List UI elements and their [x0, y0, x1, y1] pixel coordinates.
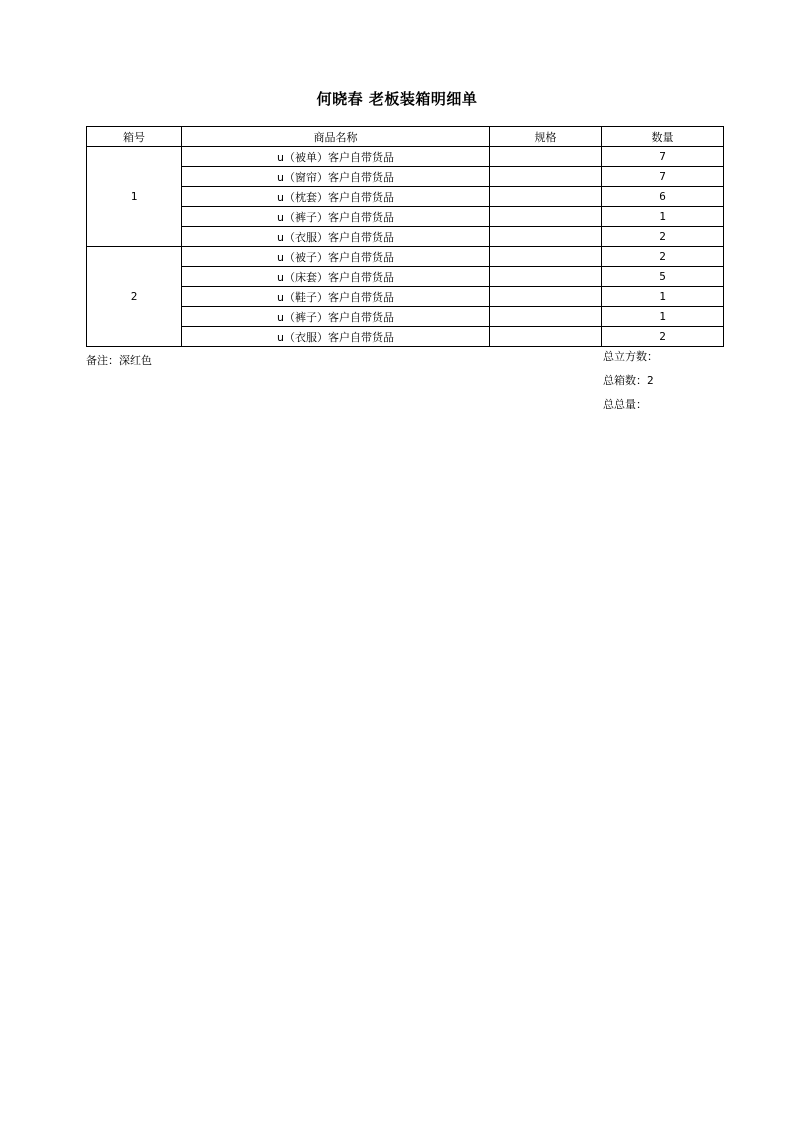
table-header-row	[87, 127, 724, 147]
table-row	[87, 227, 724, 247]
table-row	[87, 327, 724, 347]
product-quantity: 2	[602, 247, 724, 267]
product-name: u（鞋子）客户自带货品	[182, 287, 490, 307]
product-spec	[490, 227, 602, 247]
product-spec	[490, 327, 602, 347]
product-spec	[490, 187, 602, 207]
box-number: 2	[87, 247, 182, 347]
header-box-no: 箱号	[87, 127, 182, 147]
product-name: u（枕套）客户自带货品	[182, 187, 490, 207]
product-name: u（床套）客户自带货品	[182, 267, 490, 287]
product-quantity: 1	[602, 287, 724, 307]
table-row	[87, 267, 724, 287]
product-spec	[490, 207, 602, 227]
total-boxes	[603, 373, 658, 397]
box-number: 1	[87, 147, 182, 247]
header-spec: 规格	[490, 127, 602, 147]
product-name: u（被单）客户自带货品	[182, 147, 490, 167]
document-title: 何晓春 老板装箱明细单	[316, 90, 478, 108]
total-boxes-label: 总箱数：	[603, 374, 647, 387]
product-name: u（衣服）客户自带货品	[182, 227, 490, 247]
remark-value: 深红色	[119, 354, 152, 367]
product-name: u（窗帘）客户自带货品	[182, 167, 490, 187]
remark	[86, 352, 152, 368]
product-spec	[490, 307, 602, 327]
product-spec	[490, 147, 602, 167]
product-spec	[490, 167, 602, 187]
header-quantity: 数量	[602, 127, 724, 147]
product-quantity: 6	[602, 187, 724, 207]
table-row	[87, 307, 724, 327]
product-spec	[490, 287, 602, 307]
total-quantity-label: 总总量：	[603, 398, 647, 411]
product-quantity: 1	[602, 207, 724, 227]
header-product-name: 商品名称	[182, 127, 490, 147]
packing-list-table	[86, 126, 724, 347]
product-quantity: 2	[602, 227, 724, 247]
product-quantity: 7	[602, 147, 724, 167]
table-row	[87, 187, 724, 207]
product-quantity: 5	[602, 267, 724, 287]
product-quantity: 7	[602, 167, 724, 187]
product-quantity: 2	[602, 327, 724, 347]
product-name: u（被子）客户自带货品	[182, 247, 490, 267]
product-name: u（裤子）客户自带货品	[182, 207, 490, 227]
table-row	[87, 247, 724, 267]
table-row	[87, 207, 724, 227]
total-volume	[603, 349, 658, 373]
total-quantity	[603, 397, 658, 421]
table-row	[87, 167, 724, 187]
product-spec	[490, 267, 602, 287]
product-quantity: 1	[602, 307, 724, 327]
table-row	[87, 147, 724, 167]
table-row	[87, 287, 724, 307]
product-name: u（裤子）客户自带货品	[182, 307, 490, 327]
total-volume-label: 总立方数：	[603, 350, 658, 363]
product-spec	[490, 247, 602, 267]
total-boxes-value: 2	[647, 374, 654, 387]
remark-label: 备注：	[86, 354, 119, 367]
product-name: u（衣服）客户自带货品	[182, 327, 490, 347]
summary-block	[603, 349, 658, 421]
